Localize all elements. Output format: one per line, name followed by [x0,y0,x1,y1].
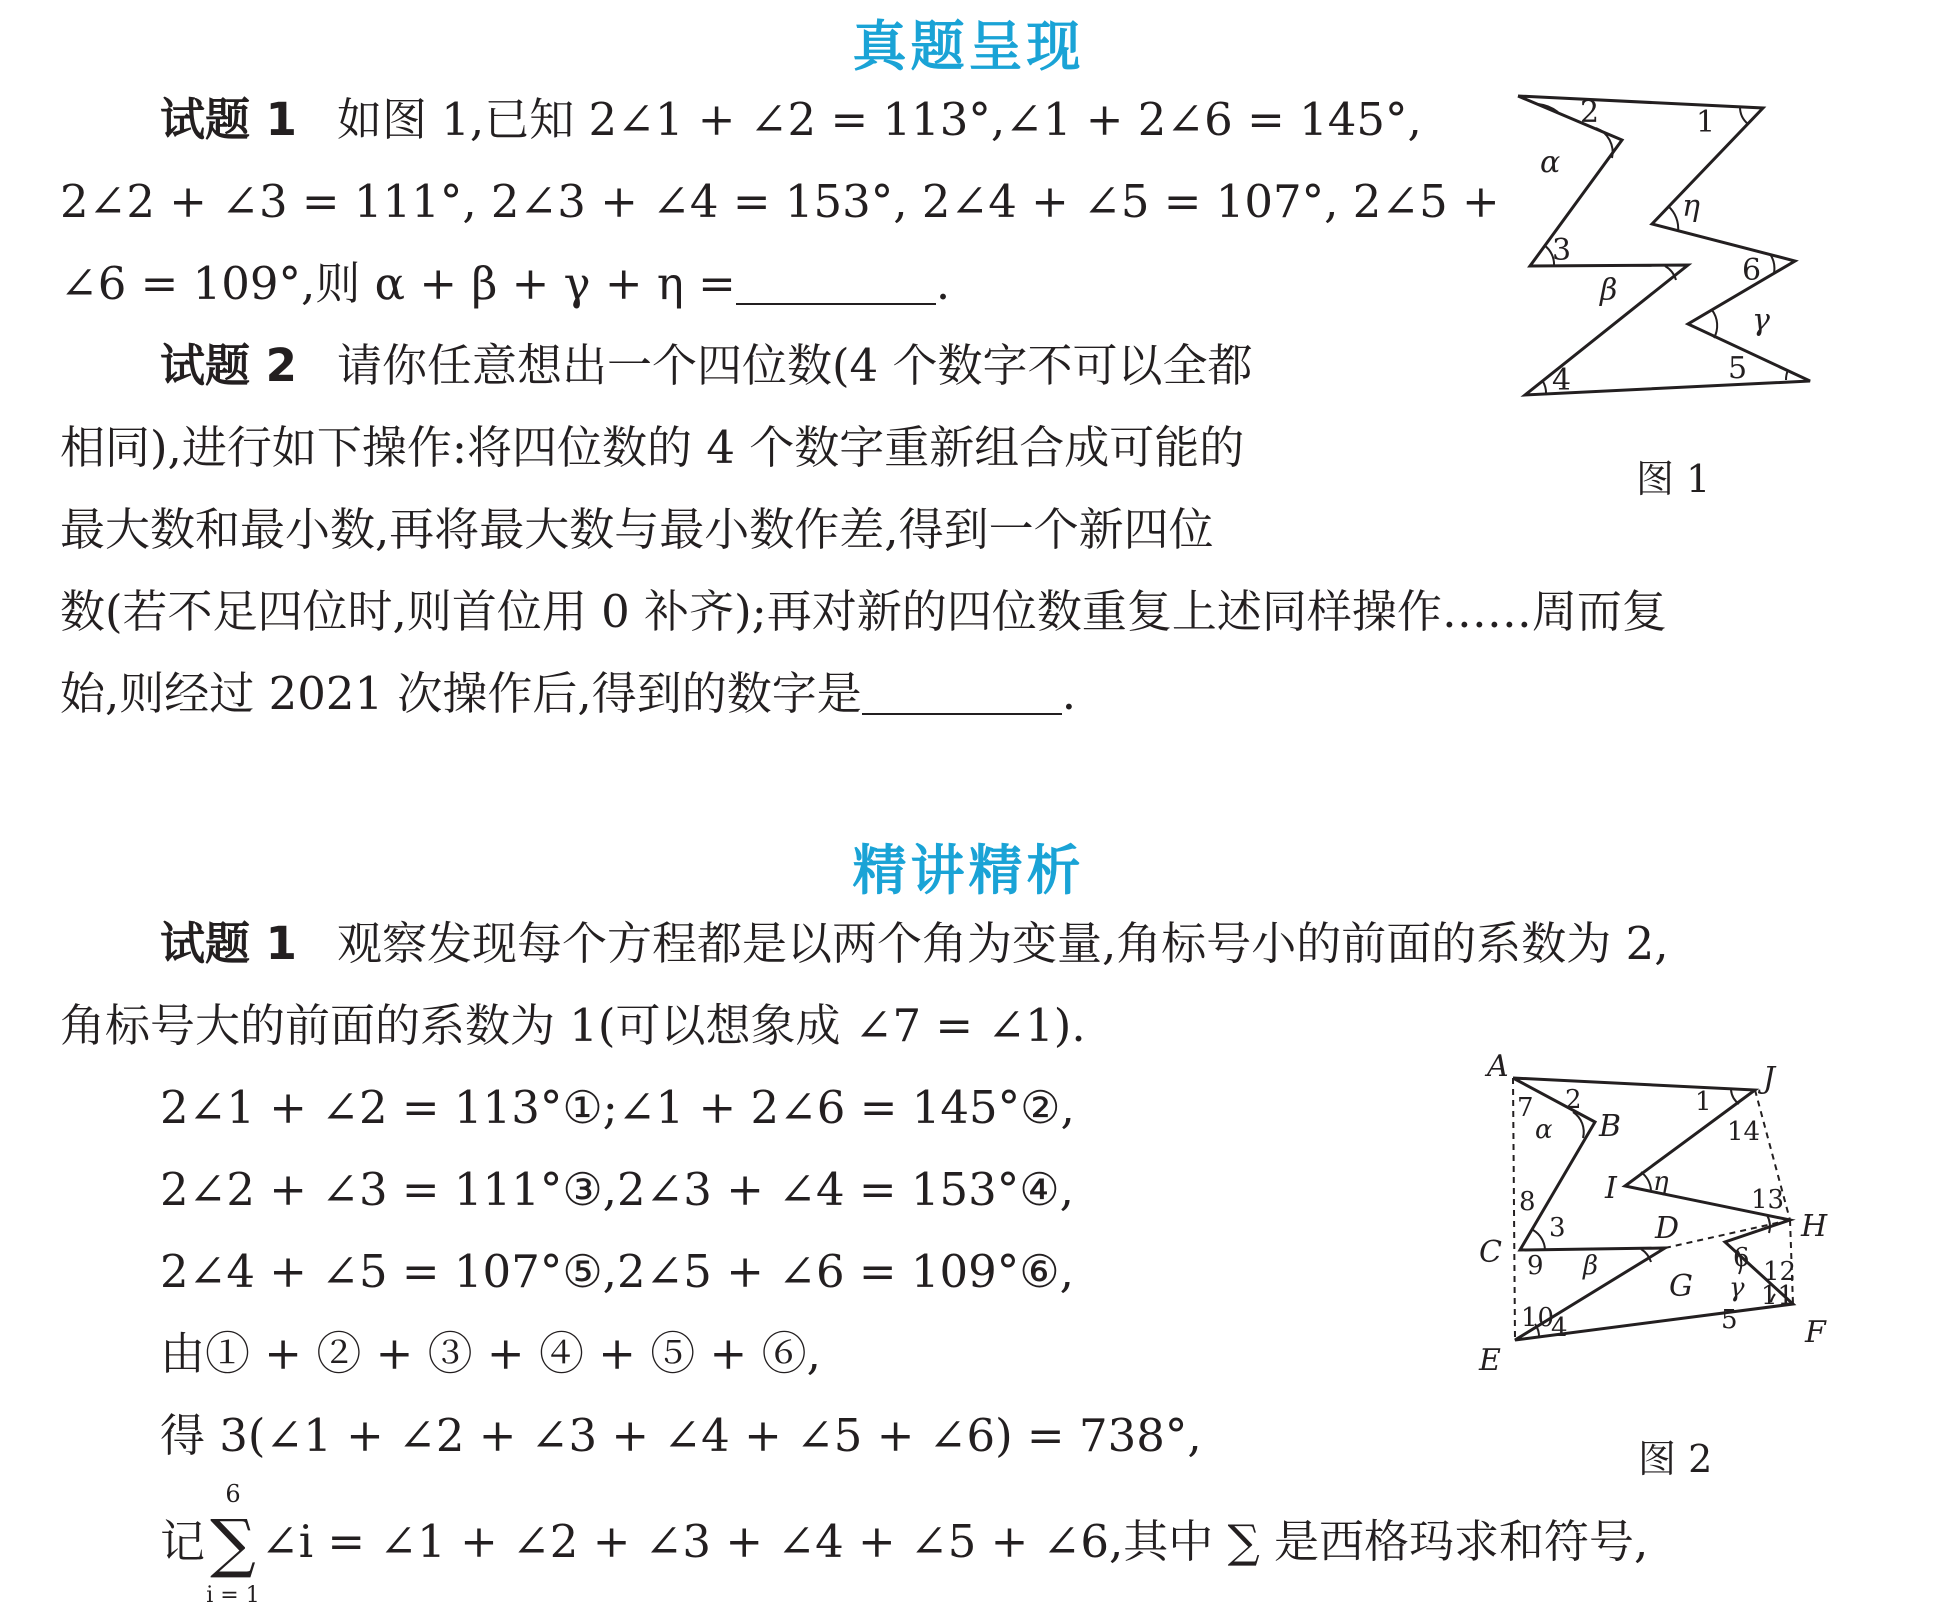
s2-line2: 角标号大的前面的系数为 1(可以想象成 ∠7 = ∠1). [60,999,1086,1052]
s2-eq5: 得 3(∠1 + ∠2 + ∠3 + ∠4 + ∠5 + ∠6) = 738°, [160,1409,1202,1462]
fig2-angle-6: 6 [1733,1243,1750,1273]
s2-eq4: 由① + ② + ③ + ④ + ⑤ + ⑥, [160,1327,821,1380]
fig2-point-A: A [1487,1049,1509,1084]
fig2-point-D: D [1655,1211,1680,1246]
fig1-label-4: 4 [1552,363,1572,398]
q2-line1 [160,338,1252,394]
s2-label: 试题 1 [160,917,297,970]
fig2-point-C: C [1479,1235,1502,1270]
q1-answer-blank[interactable] [736,261,936,305]
s2-eq6 [160,1480,1649,1608]
q2-text-5: 始,则经过 2021 次操作后,得到的数字是 [60,667,862,720]
s2-text-1: 观察发现每个方程都是以两个角为变量,角标号小的前面的系数为 2, [336,917,1669,970]
q1-text-3: ∠6 = 109°,则 α + β + γ + η = [60,257,736,310]
q1-label: 试题 1 [160,93,297,146]
q1-line3 [60,256,950,312]
q2-line2: 相同),进行如下操作:将四位数的 4 个数字重新组合成可能的 [60,421,1245,474]
fig2-arc-1 [1731,1090,1739,1104]
q2-text-1: 请你任意想出一个四位数(4 个数字不可以全都 [336,339,1253,392]
fig2-angle-2: 2 [1565,1085,1582,1115]
fig2-angle-gamma: γ [1729,1273,1745,1303]
fig1-label-6: 6 [1742,253,1762,288]
sigma-sum [205,1480,261,1608]
q1-line2: 2∠2 + ∠3 = 111°, 2∠3 + ∠4 = 153°, 2∠4 + ∠5 = 107°, 2∠5 + [60,175,1500,228]
q2-line3: 最大数和最小数,再将最大数与最小数作差,得到一个新四位 [60,503,1214,556]
s2-eq3: 2∠4 + ∠5 = 107°⑤,2∠5 + ∠6 = 109°⑥, [160,1245,1074,1298]
fig2-dash-AE [1513,1078,1515,1340]
fig2-angle-9: 9 [1527,1251,1544,1281]
q2-line4: 数(若不足四位时,则首位用 0 补齐);再对新的四位数重复上述同样操作……周而复 [60,585,1667,638]
s2-eq1: 2∠1 + ∠2 = 113°①;∠1 + 2∠6 = 145°②, [160,1081,1075,1134]
section1-heading: 真题呈现 [852,15,1085,78]
fig2-point-E: E [1479,1343,1501,1378]
s2-eq6-prefix: 记 [160,1515,206,1568]
fig2-angle-alpha: α [1535,1115,1553,1145]
q2-answer-blank[interactable] [862,671,1062,715]
fig2-arc-13 [1767,1215,1770,1233]
fig2-angle-4: 4 [1551,1313,1568,1343]
s2-line1 [160,916,1669,972]
fig2-angle-1: 1 [1695,1087,1712,1117]
fig2-angle-beta: β [1583,1251,1599,1281]
fig1-label-2: 2 [1580,95,1600,130]
fig2-point-G: G [1669,1269,1693,1304]
fig1-label-gamma: γ [1752,303,1770,338]
fig2-angle-11: 11 [1761,1281,1795,1311]
sigma-upper: 6 [225,1480,241,1508]
fig1-label-5: 5 [1728,351,1748,386]
q2-label: 试题 2 [160,339,297,392]
fig2-angle-13: 13 [1751,1185,1785,1215]
fig1-label-alpha: α [1540,145,1561,180]
q1-text-1: 如图 1,已知 2∠1 + ∠2 = 113°,∠1 + 2∠6 = 145°, [336,93,1422,146]
fig2-point-F: F [1805,1315,1826,1350]
q2-period: . [1061,667,1077,720]
fig1-label-beta: β [1600,273,1618,308]
fig1-label-3: 3 [1552,233,1572,268]
figure2-caption: 图 2 [1638,1437,1713,1481]
q1-line1 [160,92,1422,148]
sigma-lower: i = 1 [206,1583,260,1608]
figure1-caption: 图 1 [1636,457,1711,501]
fig2-point-I: I [1605,1171,1617,1206]
fig2-angle-eta: η [1653,1167,1669,1197]
fig2-angle-14: 14 [1727,1117,1761,1147]
fig2-point-B: B [1599,1109,1622,1144]
figure-1 [1500,80,1840,410]
fig1-label-eta: η [1682,189,1700,224]
fig1-arc-1 [1740,107,1748,124]
fig2-angle-7: 7 [1517,1093,1534,1123]
s2-eq2: 2∠2 + ∠3 = 111°③,2∠3 + ∠4 = 153°④, [160,1163,1074,1216]
fig1-arc-gamma [1712,310,1717,338]
fig2-point-J: J [1763,1061,1776,1096]
fig2-angle-8: 8 [1519,1187,1536,1217]
fig1-label-1: 1 [1696,105,1716,140]
fig2-angle-10: 10 [1521,1303,1555,1333]
fig2-point-H: H [1801,1209,1828,1244]
fig2-angle-12: 12 [1763,1257,1797,1287]
figure-2 [1465,1040,1845,1420]
q2-line5 [60,666,1076,722]
fig2-arc-3 [1533,1230,1545,1250]
fig2-angle-5: 5 [1721,1305,1738,1335]
section2-heading: 精讲精析 [852,839,1085,902]
q1-period: . [935,257,951,310]
fig1-arc-2 [1596,128,1613,158]
sigma-symbol: ∑ [210,1507,256,1581]
s2-eq6-rest: ∠i = ∠1 + ∠2 + ∠3 + ∠4 + ∠5 + ∠6,其中 ∑ 是西格玛求和符号, [261,1515,1649,1568]
fig2-angle-3: 3 [1549,1213,1566,1243]
